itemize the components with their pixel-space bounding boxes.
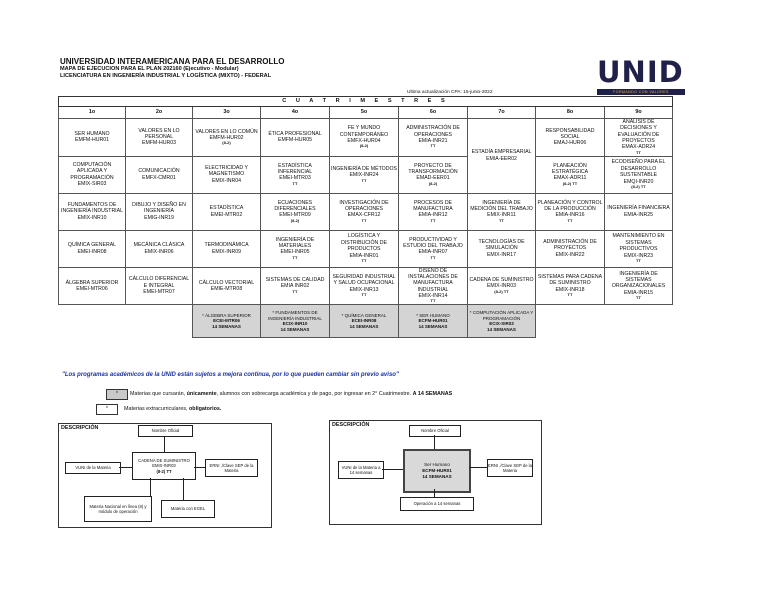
course-cell: ECUACIONES DIFERENCIALES EMEI-MTR09 (8-2) — [261, 193, 330, 230]
course-cell: PLANEACIÓN Y CONTROL DE LA PRODUCCIÓN EMIA-INR16 TT — [536, 193, 605, 230]
desc1-vuni-label: VUNI de la Materia — [65, 462, 121, 474]
overload-course-cell: * QUÍMICA GENERAL ECEI-INR08 14 SEMANAS — [330, 305, 399, 338]
course-cell: ESTADÍA EMPRESARIAL EMIA-EER02 — [468, 119, 536, 194]
course-cell: INGENIERÍA DE MÉTODOS EMIX-INR24 TT — [330, 156, 399, 193]
overload-course-cell: * COMPUTACIÓN APLICADA Y PROGRAMACIÓN ECIX-SIR03 14 SEMANAS — [468, 305, 536, 338]
course-cell: TECNOLOGÍAS DE SIMULACIÓN EMIX-INR17 — [468, 230, 536, 267]
plan-title: MAPA DE EJECUCION PARA EL PLAN 202160 (Ejecutivo - Modular) — [60, 66, 239, 73]
course-cell: SEGURIDAD INDUSTRIAL Y SALUD OCUPACIONAL EMIX-INR13 TT — [330, 267, 399, 305]
course-cell: MECÁNICA CLÁSICA EMIX-INR06 — [126, 230, 193, 267]
desc2-ernl-label: ERNI ,/Clave SEP de la Materia — [487, 459, 533, 477]
course-cell: FE Y MUNDO CONTEMPORÁNEO EMFX-HUR04 (8-2) — [330, 119, 399, 157]
desc2-operation-label: Operación a 14 semanas — [400, 497, 474, 511]
university-name: UNIVERSIDAD INTERAMERICANA PARA EL DESARROLLO — [60, 57, 285, 66]
term-header: 3o — [193, 107, 261, 119]
grid-title: C U A T R I M E S T R E S — [59, 97, 673, 107]
course-cell: TERMODINÁMICA EMIX-INR09 — [193, 230, 261, 267]
course-cell: ANÁLISIS DE DECISIONES Y EVALUACIÓN DE PROYECTOS EMAX-ADR24 TT — [605, 119, 673, 157]
term-header: 8o — [536, 107, 605, 119]
course-cell: FUNDAMENTOS DE INGENIERÍA INDUSTRIAL EMIX-INR10 — [59, 193, 126, 230]
desc2-course-box: Ser Humano ECFM-HUR01 14 SEMANAS — [403, 449, 471, 493]
curriculum-grid — [58, 96, 673, 338]
course-cell: MANTENIMIENTO EN SISTEMAS PRODUCTIVOS EMIX-INR23 TT — [605, 230, 673, 267]
course-cell: COMPUTACIÓN APLICADA Y PROGRAMACIÓN EMIX-SIR03 — [59, 156, 126, 193]
last-update: Ultima actualización CPA: 15-junio-2022 — [407, 90, 493, 95]
course-cell: PLANEACIÓN ESTRATÉGICA EMAX-ADR11 (8-2) TT — [536, 156, 605, 193]
desc1-official-name: Nombre Oficial — [138, 425, 193, 437]
document-header — [60, 57, 284, 79]
legend-box-white: * — [96, 404, 118, 415]
term-header: 7o — [468, 107, 536, 119]
course-cell: ADMINISTRACIÓN DE PROYECTOS EMIX-INR22 — [536, 230, 605, 267]
course-cell: INVESTIGACIÓN DE OPERACIONES EMAX-CFR12 TT — [330, 193, 399, 230]
course-cell: SISTEMAS PARA CADENA DE SUMINISTRO EMIX-INR18 TT — [536, 267, 605, 305]
course-cell: ELECTRICIDAD Y MAGNETISMO EMIX-INR04 — [193, 156, 261, 193]
course-cell: ADMINISTRACIÓN DE OPERACIONES EMIA-INR21 TT — [399, 119, 468, 157]
overload-course-cell: * FUNDAMENTOS DE INGENIERÍA INDUSTRIAL ECIX-INR10 14 SEMANAS — [261, 305, 330, 338]
course-cell: PROCESOS DE MANUFACTURA EMIA-INR12 TT — [399, 193, 468, 230]
course-cell: SISTEMAS DE CALIDAD EMIA INR02 TT — [261, 267, 330, 305]
desc1-national-label: Materia Nacional en línea (8) y módulo de operación — [84, 496, 152, 522]
course-cell: PROYECTO DE TRANSFORMACIÓN EMAD-EER01 (8-2) — [399, 156, 468, 193]
desc2-official-name: Nombre Oficial — [409, 425, 461, 437]
legend-box-gray: * — [106, 389, 128, 400]
course-cell: RESPONSABILIDAD SOCIAL EMAJ-HUR06 — [536, 119, 605, 157]
desc1-egel-label: Materia con EGEL — [161, 500, 215, 518]
legend-text-gray: Materias que cursarán, únicamente, alumnos con sobrecarga académica y de pago, por ingresar en 2° Cuatrimestre. A 14 SEMANAS — [130, 391, 453, 397]
term-header: 2o — [126, 107, 193, 119]
description-label-1: DESCRIPCIÓN — [61, 425, 99, 431]
overload-course-cell: * ÁLGEBRA SUPERIOR ECEI-MTR06 14 SEMANAS — [193, 305, 261, 338]
legend-text-white: Materias extracurriculares, obligatorios. — [124, 406, 222, 412]
term-header: 1o — [59, 107, 126, 119]
course-cell: VALORES EN LO PERSONAL EMFM-HUR03 — [126, 119, 193, 157]
course-cell: ÁLGEBRA SUPERIOR EMEI-MTR06 — [59, 267, 126, 305]
course-cell: QUÍMICA GENERAL EMEI-INR08 — [59, 230, 126, 267]
term-header: 9o — [605, 107, 673, 119]
course-cell: SER HUMANO EMFM-HUR01 — [59, 119, 126, 157]
course-cell: INGENIERÍA DE MATERIALES EMEI-INR05 TT — [261, 230, 330, 267]
description-label-2: DESCRIPCIÓN — [332, 422, 370, 428]
blank-cell — [59, 305, 193, 338]
course-cell: INGENIERÍA DE MEDICIÓN DEL TRABAJO EMIX-INR11 TT — [468, 193, 536, 230]
logo-word: UNID — [597, 55, 684, 89]
course-cell: CÁLCULO DIFERENCIAL E INTEGRAL EMEI-MTR07 — [126, 267, 193, 305]
logo-tagline: FORMANDO CON VALORES — [597, 89, 685, 95]
course-cell: DISEÑO DE INSTALACIONES DE MANUFACTURA INDUSTRIAL EMIX-INR14 TT — [399, 267, 468, 305]
course-cell: INGENIERÍA FINANCIERA EMIA-INR25 — [605, 193, 673, 230]
course-cell: ÉTICA PROFESIONAL EMFM-HUR05 — [261, 119, 330, 157]
term-header: 5o — [330, 107, 399, 119]
course-cell: ESTADÍSTICA EMEI-MTR02 — [193, 193, 261, 230]
course-cell: PRODUCTIVIDAD Y ESTUDIO DEL TRABAJO EMIA-INR07 TT — [399, 230, 468, 267]
course-cell: DIBUJO Y DISEÑO EN INGENIERÍA EMIG-INR19 — [126, 193, 193, 230]
course-cell: INGENIERÍA DE SISTEMAS ORGANIZACIONALES EMIA-INR15 TT — [605, 267, 673, 305]
desc2-vuni-label: VUNI de la Materia a 14 semanas — [338, 461, 384, 479]
blank-cell — [536, 305, 673, 338]
overload-course-cell: * SER HUMANO ECFM-HUR01 14 SEMANAS — [399, 305, 468, 338]
course-cell: ECODISEÑO PARA EL DESARROLLO SUSTENTABLE EMQI-INR20 (8-2) TT — [605, 156, 673, 193]
term-header: 4o — [261, 107, 330, 119]
desc1-ernl-label: ERNI ,/Clave SEP de la Materia — [205, 459, 258, 477]
course-cell: COMUNICACIÓN EMFX-CMR01 — [126, 156, 193, 193]
desc1-course-box: CADENA DE SUMINISTRO EMIX-INR03 (8-2) TT — [132, 452, 196, 480]
course-cell: ESTADÍSTICA INFERENCIAL EMEI-MTR03 TT — [261, 156, 330, 193]
disclaimer-note: "Los programas académicos de la UNID están sujetos a mejora continua, por lo que pueden cambiar sin previo aviso" — [62, 372, 399, 378]
program-title: LICENCIATURA EN INGENIERÍA INDUSTRIAL Y LOGÍSTICA (MIXTO) - FEDERAL — [60, 72, 272, 79]
course-cell: CÁLCULO VECTORIAL EMIE-MTR08 — [193, 267, 261, 305]
course-cell: CADENA DE SUMINISTRO EMIX-INR03 (8-2) TT — [468, 267, 536, 305]
term-header: 6o — [399, 107, 468, 119]
unid-logo — [597, 55, 687, 94]
course-cell: VALORES EN LO COMÚN EMFM-HUR02 (8-2) — [193, 119, 261, 157]
course-cell: LOGÍSTICA Y DISTRIBUCIÓN DE PRODUCTOS EMIA-INR01 TT — [330, 230, 399, 267]
